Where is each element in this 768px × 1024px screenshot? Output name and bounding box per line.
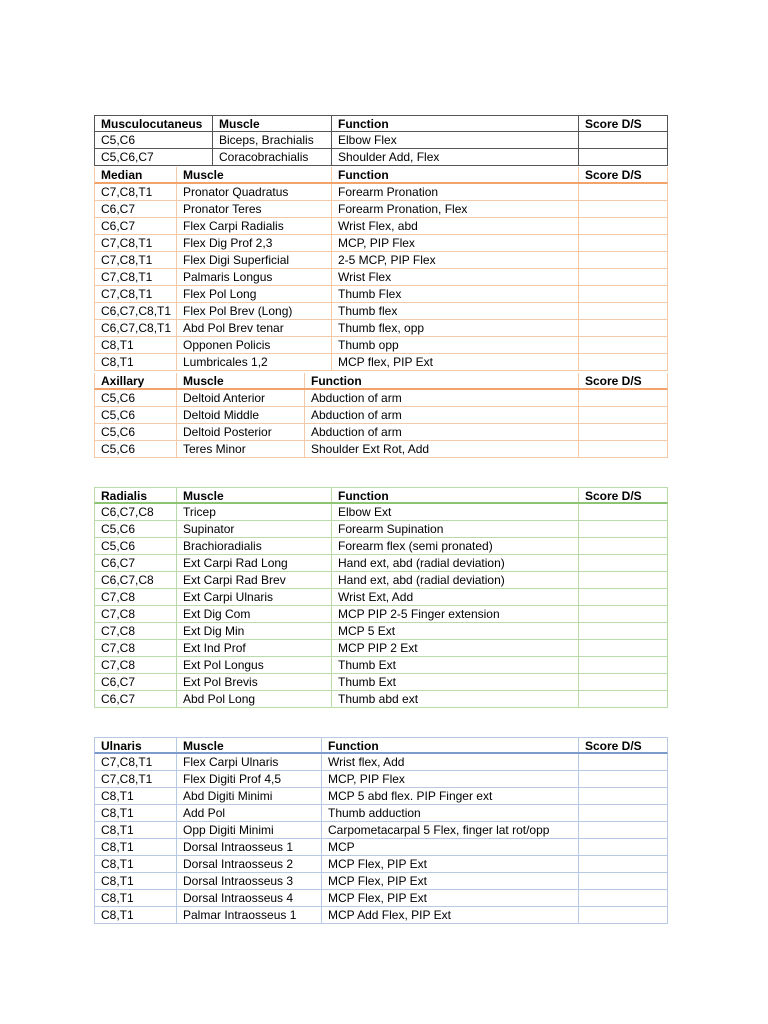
muscle-header: Muscle [177,167,332,182]
muscle-header: Muscle [213,116,332,131]
roots-cell: C7,C8 [95,589,177,605]
muscle-header: Muscle [177,373,305,388]
radialis-table [94,487,668,708]
roots-cell: C5,C6 [95,407,177,423]
score-cell[interactable] [579,907,667,923]
median-table [94,167,668,371]
muscle-cell: Ext Carpi Ulnaris [177,589,332,605]
score-cell[interactable] [579,320,667,336]
score-cell[interactable] [579,441,667,457]
muscle-cell: Abd Pol Long [177,691,332,707]
score-cell[interactable] [579,424,667,440]
score-cell[interactable] [579,286,667,302]
score-cell[interactable] [579,337,667,353]
roots-cell: C6,C7,C8,T1 [95,320,177,336]
table-row [94,771,668,788]
table-row [94,354,668,371]
roots-cell: C8,T1 [95,839,177,855]
muscle-cell: Flex Carpi Ulnaris [177,754,322,770]
nerve-header: Axillary [95,373,177,388]
function-cell: Thumb flex, opp [332,320,579,336]
roots-cell: C5,C6 [95,538,177,554]
table-row [94,132,668,149]
table-row [94,337,668,354]
nerve-header: Radialis [95,488,177,502]
function-cell: Wrist Flex, abd [332,218,579,234]
muscle-cell: Add Pol [177,805,322,821]
muscle-cell: Ext Carpi Rad Long [177,555,332,571]
muscle-cell: Ext Pol Longus [177,657,332,673]
roots-cell: C8,T1 [95,788,177,804]
function-header: Function [332,116,579,131]
function-cell: MCP [322,839,579,855]
roots-cell: C6,C7 [95,674,177,690]
score-header: Score D/S [585,374,642,388]
roots-cell: C5,C6 [95,521,177,537]
table-row [94,907,668,924]
score-cell[interactable] [579,873,667,889]
muscle-cell: Coracobrachialis [213,149,332,165]
muscle-cell: Flex Digi Superficial [177,252,332,268]
ulnaris-table [94,737,668,924]
function-cell: MCP 5 abd flex. PIP Finger ext [322,788,579,804]
score-cell[interactable] [579,521,667,537]
function-cell: Thumb adduction [322,805,579,821]
roots-cell: C6,C7,C8 [95,572,177,588]
score-cell[interactable] [579,132,667,148]
score-cell[interactable] [579,839,667,855]
score-cell[interactable] [579,589,667,605]
muscle-cell: Dorsal Intraosseus 4 [177,890,322,906]
roots-cell: C8,T1 [95,337,177,353]
table-row [94,184,668,201]
roots-cell: C7,C8 [95,640,177,656]
table-row [94,235,668,252]
table-row [94,805,668,822]
function-cell: Wrist Ext, Add [332,589,579,605]
table-row [94,890,668,907]
score-cell[interactable] [579,822,667,838]
function-cell: MCP Add Flex, PIP Ext [322,907,579,923]
muscle-cell: Deltoid Anterior [177,390,305,406]
score-cell[interactable] [579,572,667,588]
score-cell[interactable] [579,218,667,234]
table-row [94,286,668,303]
function-cell: Elbow Flex [332,132,579,148]
muscle-cell: Brachioradialis [177,538,332,554]
table-header-row [94,167,668,184]
muscle-cell: Lumbricales 1,2 [177,354,332,370]
muscle-cell: Teres Minor [177,441,305,457]
score-cell[interactable] [579,691,667,707]
function-cell: Wrist Flex [332,269,579,285]
table-row [94,822,668,839]
roots-cell: C6,C7 [95,691,177,707]
score-cell[interactable] [579,606,667,622]
table-row [94,754,668,771]
function-cell: Elbow Ext [332,504,579,520]
function-cell: Abduction of arm [305,407,579,423]
table-row [94,424,668,441]
function-cell: MCP Flex, PIP Ext [322,856,579,872]
nerve-header: Ulnaris [95,738,177,752]
muscle-cell: Opponen Policis [177,337,332,353]
muscle-cell: Biceps, Brachialis [213,132,332,148]
score-header: Score D/S [585,168,642,182]
function-cell: Forearm Pronation, Flex [332,201,579,217]
table-row [94,640,668,657]
table-row [94,623,668,640]
roots-cell: C8,T1 [95,822,177,838]
score-cell[interactable] [579,303,667,319]
muscle-header: Muscle [177,738,322,752]
table-row [94,201,668,218]
score-cell[interactable] [579,856,667,872]
muscle-cell: Deltoid Middle [177,407,305,423]
table-row [94,839,668,856]
muscle-cell: Flex Digiti Prof 4,5 [177,771,322,787]
table-row [94,674,668,691]
function-cell: Forearm Pronation [332,184,579,200]
muscle-cell: Flex Pol Brev (Long) [177,303,332,319]
roots-cell: C7,C8,T1 [95,771,177,787]
muscle-cell: Tricep [177,504,332,520]
roots-cell: C6,C7,C8,T1 [95,303,177,319]
roots-cell: C8,T1 [95,907,177,923]
score-cell[interactable] [579,504,667,520]
function-cell: MCP, PIP Flex [322,771,579,787]
table-row [94,606,668,623]
roots-cell: C8,T1 [95,805,177,821]
table-row [94,303,668,320]
table-row [94,441,668,458]
table-row [94,555,668,572]
score-cell[interactable] [579,640,667,656]
axillary-table [94,373,668,458]
score-header: Score D/S [585,739,642,752]
muscle-cell: Flex Pol Long [177,286,332,302]
function-cell: MCP, PIP Flex [332,235,579,251]
function-cell: MCP flex, PIP Ext [332,354,579,370]
table-row [94,390,668,407]
function-cell: Shoulder Ext Rot, Add [305,441,579,457]
table-row [94,252,668,269]
function-cell: Thumb Ext [332,657,579,673]
function-cell: Forearm Supination [332,521,579,537]
table-row [94,538,668,555]
function-cell: MCP PIP 2-5 Finger extension [332,606,579,622]
roots-cell: C8,T1 [95,354,177,370]
roots-cell: C7,C8 [95,623,177,639]
muscle-cell: Ext Dig Com [177,606,332,622]
table-header-row [94,487,668,504]
function-cell: Abduction of arm [305,390,579,406]
function-cell: Forearm flex (semi pronated) [332,538,579,554]
table-row [94,657,668,674]
table-row [94,218,668,235]
function-cell: MCP Flex, PIP Ext [322,890,579,906]
function-cell: Thumb flex [332,303,579,319]
muscle-cell: Abd Digiti Minimi [177,788,322,804]
table-header-row [94,373,668,390]
function-cell: Hand ext, abd (radial deviation) [332,572,579,588]
roots-cell: C7,C8,T1 [95,269,177,285]
function-cell: Thumb opp [332,337,579,353]
roots-cell: C7,C8,T1 [95,184,177,200]
table-row [94,873,668,890]
score-cell[interactable] [579,805,667,821]
muscle-cell: Pronator Quadratus [177,184,332,200]
roots-cell: C7,C8,T1 [95,235,177,251]
muscle-cell: Opp Digiti Minimi [177,822,322,838]
function-cell: Wrist flex, Add [322,754,579,770]
score-cell[interactable] [579,390,667,406]
roots-cell: C7,C8,T1 [95,252,177,268]
roots-cell: C7,C8,T1 [95,754,177,770]
roots-cell: C8,T1 [95,890,177,906]
score-cell[interactable] [579,788,667,804]
function-cell: MCP PIP 2 Ext [332,640,579,656]
score-cell[interactable] [579,407,667,423]
table-row [94,521,668,538]
table-row [94,572,668,589]
muscle-cell: Abd Pol Brev tenar [177,320,332,336]
muscle-cell: Flex Carpi Radialis [177,218,332,234]
score-cell[interactable] [579,623,667,639]
function-cell: 2-5 MCP, PIP Flex [332,252,579,268]
table-row [94,149,668,166]
muscle-cell: Dorsal Intraosseus 1 [177,839,322,855]
roots-cell: C7,C8 [95,606,177,622]
function-cell: Carpometacarpal 5 Flex, finger lat rot/opp [322,822,579,838]
muscle-cell: Dorsal Intraosseus 2 [177,856,322,872]
score-cell[interactable] [579,269,667,285]
table-header-row [94,737,668,754]
function-cell: Abduction of arm [305,424,579,440]
function-header: Function [332,488,579,502]
table-row [94,691,668,708]
function-header: Function [322,738,579,752]
table-row [94,269,668,286]
score-cell[interactable] [579,201,667,217]
function-cell: Thumb Ext [332,674,579,690]
score-header: Score D/S [585,117,642,131]
roots-cell: C8,T1 [95,873,177,889]
function-cell: Hand ext, abd (radial deviation) [332,555,579,571]
roots-cell: C5,C6 [95,132,213,148]
score-cell[interactable] [579,754,667,770]
score-cell[interactable] [579,771,667,787]
function-cell: MCP Flex, PIP Ext [322,873,579,889]
function-cell: Thumb Flex [332,286,579,302]
muscle-cell: Deltoid Posterior [177,424,305,440]
score-cell[interactable] [579,555,667,571]
score-cell[interactable] [579,538,667,554]
score-cell[interactable] [579,657,667,673]
muscle-cell: Pronator Teres [177,201,332,217]
nerve-header: Musculocutaneus [95,116,213,131]
function-cell: Shoulder Add, Flex [332,149,579,165]
roots-cell: C5,C6 [95,441,177,457]
function-cell: MCP 5 Ext [332,623,579,639]
muscle-cell: Palmaris Longus [177,269,332,285]
score-cell[interactable] [579,149,667,165]
roots-cell: C6,C7 [95,555,177,571]
musculocutaneus-table [94,115,668,166]
score-cell[interactable] [579,354,667,370]
roots-cell: C7,C8,T1 [95,286,177,302]
muscle-cell: Ext Pol Brevis [177,674,332,690]
function-cell: Thumb abd ext [332,691,579,707]
table-row [94,320,668,337]
roots-cell: C5,C6 [95,390,177,406]
score-cell[interactable] [579,184,667,200]
muscle-cell: Palmar Intraosseus 1 [177,907,322,923]
roots-cell: C5,C6,C7 [95,149,213,165]
function-header: Function [332,167,579,182]
table-row [94,504,668,521]
table-row [94,788,668,805]
score-cell[interactable] [579,890,667,906]
roots-cell: C8,T1 [95,856,177,872]
score-cell[interactable] [579,235,667,251]
function-header: Function [305,373,579,388]
roots-cell: C6,C7 [95,218,177,234]
muscle-cell: Ext Carpi Rad Brev [177,572,332,588]
table-row [94,589,668,606]
muscle-cell: Flex Dig Prof 2,3 [177,235,332,251]
roots-cell: C6,C7,C8 [95,504,177,520]
muscle-cell: Dorsal Intraosseus 3 [177,873,322,889]
score-cell[interactable] [579,674,667,690]
muscle-header: Muscle [177,488,332,502]
table-header-row [94,115,668,132]
roots-cell: C7,C8 [95,657,177,673]
muscle-cell: Ext Ind Prof [177,640,332,656]
roots-cell: C6,C7 [95,201,177,217]
score-header: Score D/S [585,489,642,502]
table-row [94,856,668,873]
muscle-cell: Ext Dig Min [177,623,332,639]
nerve-header: Median [95,167,177,182]
roots-cell: C5,C6 [95,424,177,440]
score-cell[interactable] [579,252,667,268]
table-row [94,407,668,424]
muscle-cell: Supinator [177,521,332,537]
